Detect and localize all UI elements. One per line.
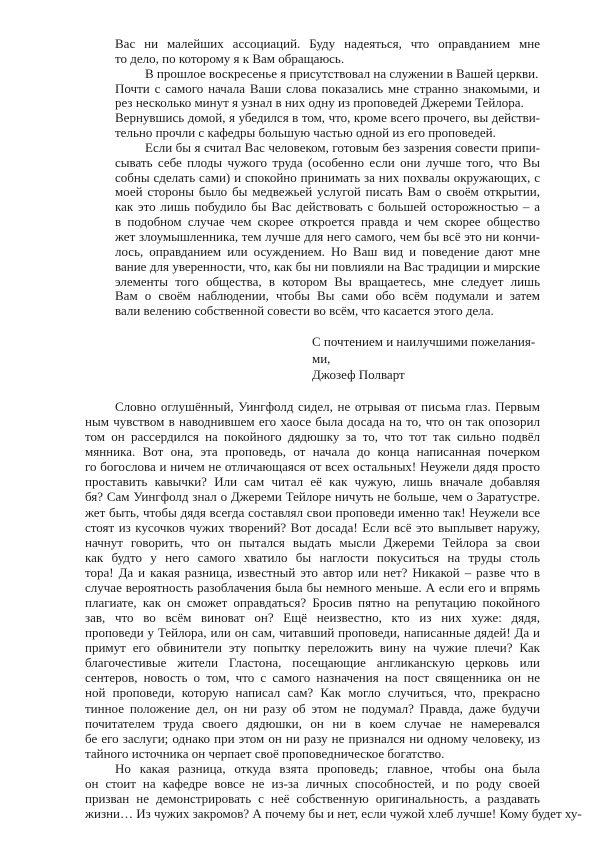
paragraph-line: бя? Сам Уингфолд знал о Джереми Тейлоре ничуть не больше, чем о Заратустре. xyxy=(85,489,540,505)
letter-line: В прошлое воскресенье я присутствовал на служении в Вашей церкви. xyxy=(145,65,539,81)
paragraph-line: сентеров, новость о том, что с самого назначения на пост священника он не xyxy=(85,670,540,686)
paragraph-line: го богослова и ничем не отличающаяся от всех остальных! Неужели дядя просто xyxy=(85,459,540,475)
letter-line: лось, оправданием или осуждением. Но Ваш вид и поведение дают мне xyxy=(115,244,540,259)
letter-line: жет злоумышленника, тем лучше для него самого, чем бы всё это ни кончи- xyxy=(115,229,540,244)
paragraph-line: начнут говорить, что он пытался выдать мысли Джереми Тейлора за свои xyxy=(85,534,540,550)
paragraph-line: зав, что во всём виноват он? Ещё неизвестно, кто из них хуже: дядя, xyxy=(85,610,540,626)
signature-line: Джозеф Полварт xyxy=(312,367,405,382)
letter-line: сывать себе плоды чужого труда (особенно если они лучше того, что Вы xyxy=(115,155,540,170)
letter-line: собны сделать сами) и спокойно принимать за них похвалы окружающих, с xyxy=(115,170,540,185)
letter-line: в подобном случае чем скорее откроется правда и чем скорее общество xyxy=(115,215,540,230)
paragraph-line: случае вероятность разоблачения была бы немного меньше. А если его и впрямь xyxy=(85,579,540,595)
paragraph-line: тинное положение дел, он ни разу об этом не подумал? Правда, даже будучи xyxy=(85,700,540,716)
paragraph-line: бе его заслуги; однако при этом он ни разу не признался ни одному человеку, из xyxy=(85,730,540,746)
paragraph-line: Но какая разница, откуда взята проповедь; главное, чтобы она была xyxy=(115,760,540,776)
paragraph-line: жизни… Из чужих закромов? А почему бы и нет, если чужой хлеб лучше! Кому будет ху- xyxy=(85,806,582,822)
paragraph-line: как будто у него самого хватило бы наглости покуситься на труды столь xyxy=(85,549,540,565)
letter-text xyxy=(115,37,540,319)
paragraph-line: плагиате, как он сможет оправдаться? Бросив пятно на репутацию покойного xyxy=(85,595,540,611)
letter-line: моей стороны было бы медвежьей услугой писать Вам о своём открытии, xyxy=(115,185,540,200)
letter-line: как это лишь побудило бы Вас действовать с большей осторожностью – а xyxy=(115,200,540,215)
paragraph-line: ной проповеди, которую написал сам? Как могло случиться, что, прекрасно xyxy=(85,685,540,701)
letter-line: то дело, по которому я к Вам обращаюсь. xyxy=(115,50,345,66)
letter-line: Вас ни малейших ассоциаций. Буду надеяться, что оправданием мне xyxy=(115,37,540,51)
letter-line: Вернувшись домой, я убедился в том, что, кроме всего прочего, вы действи- xyxy=(115,111,540,126)
letter-line: рез несколько минут я узнал в них одну из проповедей Джереми Тейлора. xyxy=(115,95,524,111)
letter-line: Почти с самого начала Ваши слова показались мне странно знакомыми, и xyxy=(115,81,540,96)
paragraph-line: стоят из кусочков чужих творений? Вот досада! Если всё это выплывет наружу, xyxy=(85,519,540,535)
letter-signature xyxy=(312,334,540,384)
letter-line: тельно прочли с кафедры большую частью одной из его проповедей. xyxy=(115,125,496,141)
signature-line: С почтением и наилучшими пожелания- xyxy=(312,334,536,349)
paragraph-line: мянника. Вот она, эта проповедь, от начала до конца написанная почерком xyxy=(85,444,540,460)
paragraph-line: проставить кавычки? Или сам читал её как чужую, лишь вначале добавляя xyxy=(85,474,540,490)
letter-line: элементы того общества, в котором Вы вращаетесь, мне следует лишь xyxy=(115,274,540,289)
letter-line: вание для уверенности, что, как бы ни повлияли на Вас традиции и мирские xyxy=(115,259,540,274)
paragraph-line: благочестивые жители Гластона, посещающие англиканскую церковь или xyxy=(85,655,540,671)
letter-line: вали велению собственной совести во всём, что касается этого дела. xyxy=(115,303,494,319)
letter-line: Если бы я считал Вас человеком, готовым без зазрения совести припи- xyxy=(145,140,540,155)
paragraph-line: он стоит на кафедре вовсе не из-за личных способностей, и по роду своей xyxy=(85,775,540,791)
paragraph-line: том он рассердился на покойного дядюшку за то, что тот так сильно подвёл xyxy=(85,429,540,445)
paragraph-line: жет быть, чтобы дядя всегда составлял свои проповеди именно так! Неужели все xyxy=(85,504,540,520)
paragraph-line: почитателем труда своего дядюшки, он ни в коем случае не намеревался xyxy=(85,715,540,731)
paragraph-line: тайного источника он черпает своё проповедническое богатство. xyxy=(85,745,445,761)
paragraph-line: ным чувством в наводнившем его хаосе была досада на то, что он так опозорил xyxy=(85,414,540,430)
paragraph-line: тора! Да и какая разница, известный это автор или нет? Никакой – разве что в xyxy=(85,564,540,580)
body-text xyxy=(85,399,582,822)
paragraph-line: призван не демонстрировать с неё собственную оригинальность, а раздавать xyxy=(85,791,540,807)
paragraph-line: Словно оглушённый, Уингфолд сидел, не отрывая от письма глаз. Первым xyxy=(115,399,540,414)
letter-line: Вам о своём наблюдении, чтобы Вы сами обо всём подумали и затем xyxy=(115,289,540,304)
paragraph-line: проповеди у Тейлора, или он сам, читавший проповеди, написанные дядей! Да и xyxy=(85,625,540,641)
paragraph-line: примут его обвинители эту попытку переложить вину на чужие плечи? Как xyxy=(85,640,540,656)
signature-line: ми, xyxy=(312,350,331,366)
